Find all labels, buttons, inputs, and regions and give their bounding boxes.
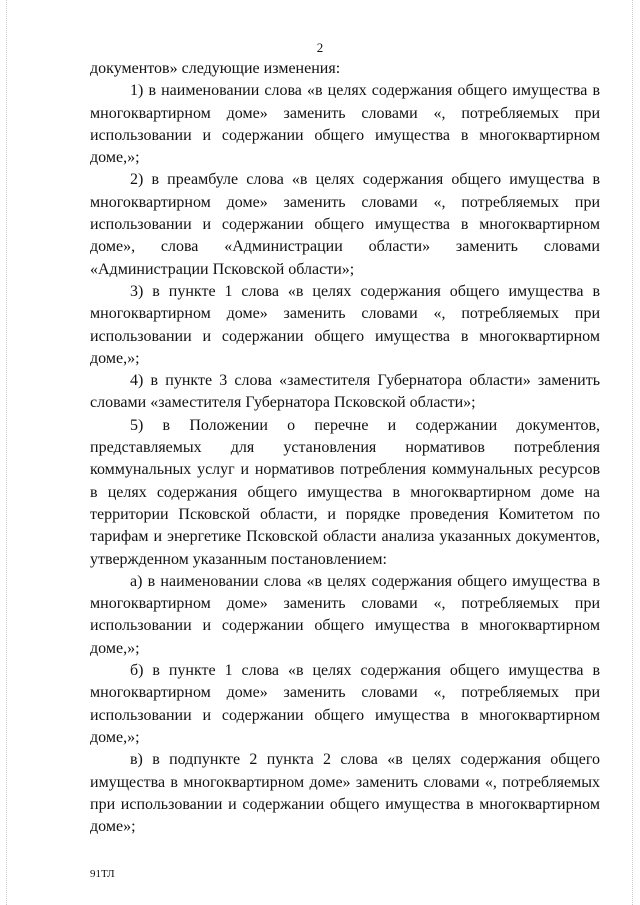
paragraph-item-1: 1) в наименовании слова «в целях содержания общего имущества в многоквартирном доме» заменить словами «, потребляемых при использовании и содержании общего имущества в многоквартирном доме,»; <box>90 82 600 167</box>
paragraph-item-4: 4) в пункте 3 слова «заместителя Губернатора области» заменить словами «заместителя Губернатора Псковской области»; <box>90 372 600 412</box>
page-number: 2 <box>316 40 324 55</box>
paragraph-subitem-b: б) в пункте 1 слова «в целях содержания общего имущества в многоквартирном доме» заменить словами «, потребляемых при использовании и содержании общего имущества в многоквартирном доме,»; <box>90 662 600 746</box>
paragraph-subitem-v: в) в подпункте 2 пункта 2 слова «в целях содержания общего имущества в многоквартирном доме» заменить словами «, потребляемых при использовании и содержании общего имущества в многоквартирном доме»; <box>90 751 600 836</box>
paragraph-item-2: 2) в преамбуле слова «в целях содержания общего имущества в многоквартирном доме» заменить словами «, потребляемых при использовании и содержании общего имущества в многоквартирном доме», слова «Администрации области» заменить словами «Администрации Псковской области»; <box>90 171 600 278</box>
scan-edge-right <box>632 0 634 905</box>
scan-edge-left <box>6 0 8 905</box>
document-body <box>90 58 600 838</box>
footer-document-code: 91ТЛ <box>90 868 115 880</box>
paragraph-intro: документов» следующие изменения: <box>90 60 341 77</box>
paragraph-item-3: 3) в пункте 1 слова «в целях содержания общего имущества в многоквартирном доме» заменить словами «, потребляемых при использовании и содержании общего имущества в многоквартирном доме,»; <box>90 282 600 367</box>
paragraph-subitem-a: а) в наименовании слова «в целях содержания общего имущества в многоквартирном доме» заменить словами «, потребляемых при использовании и содержании общего имущества в многоквартирном доме,»; <box>90 572 600 657</box>
paragraph-item-5: 5) в Положении о перечне и содержании документов, представляемых для установления нормативов потребления коммунальных услуг и нормативов потребления коммунальных ресурсов в целях содержания общего имущества в многоквартирном доме на территории Псковской области, и порядке проведения Комитетом по тарифам и энергетике Псковской области анализа указанных документов, утвержденном указанным постановлением: <box>90 416 600 568</box>
